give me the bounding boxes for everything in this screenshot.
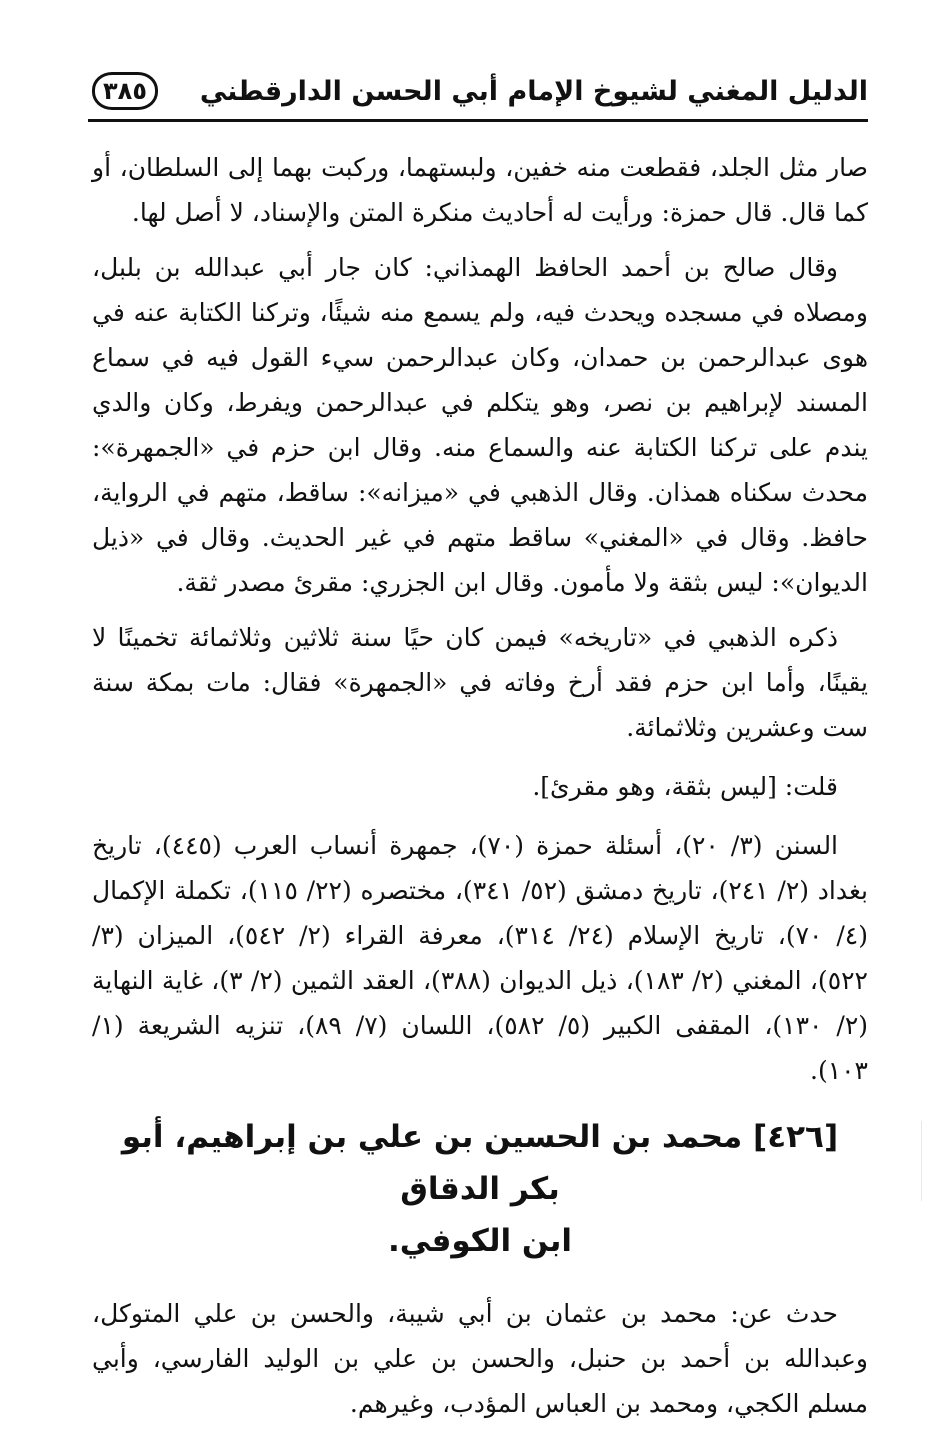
paragraph-narrated-from: حدث عن: محمد بن عثمان بن أبي شيبة، والحسن بن علي المتوكل، وعبدالله بن أحمد بن حنبل، والحسن بن علي بن الوليد الفارسي، وأبي مسلم الكجي، ومحمد بن العباس المؤدب، وغيرهم. <box>92 1299 868 1418</box>
scan-margin-artifact <box>921 1121 922 1201</box>
paragraph-salih-quote: وقال صالح بن أحمد الحافظ الهمذاني: كان جار أبي عبدالله بن بلبل، ومصلاه في مسجده ويحدث فيه، ولم يسمع منه شيئًا، وتركنا الكتابة عنه في هوى عبدالرحمن بن حمدان، وكان عبدالرحمن سيء القول فيه في سماع المسند لإبراهيم بن نصر، وهو يتكلم في عبدالرحمن ويفرط، وكان والدي يندم على تركنا الكتابة عنه والسماع منه. وقال ابن حزم في «الجمهرة»: محدث سكناه همذان. وقال الذهبي في «ميزانه»: ساقط، متهم في الرواية، حافظ. وقال في «المغني» ساقط متهم في غير الحديث. وقال في «ذيل الديوان»: ليس بثقة ولا مأمون. وقال ابن الجزري: مقرئ مصدر ثقة. <box>92 253 868 597</box>
paragraph-verdict: قلت: [ليس بثقة، وهو مقرئ]. <box>532 772 838 801</box>
page-number: ٣٨٥ <box>92 72 158 110</box>
entry-heading-line-2: ابن الكوفي. <box>387 1223 573 1259</box>
page-body <box>92 145 868 1436</box>
header-rule <box>88 119 868 122</box>
entry-heading <box>92 1111 868 1267</box>
paragraph-sources: السنن (٣/ ٢٠)، أسئلة حمزة (٧٠)، جمهرة أنساب العرب (٤٤٥)، تاريخ بغداد (٢/ ٢٤١)، تاريخ دمشق (٥٢/ ٣٤١)، مختصره (٢٢/ ١١٥)، تكملة الإكمال (٤/ ٧٠)، تاريخ الإسلام (٢٤/ ٣١٤)، معرفة القراء (٢/ ٥٤٢)، الميزان (٣/ ٥٢٢)، المغني (٢/ ١٨٣)، ذيل الديوان (٣٨٨)، العقد الثمين (٢/ ٣)، غاية النهاية (٢/ ١٣٠)، المقفى الكبير (٥/ ٥٨٢)، اللسان (٧/ ٨٩)، تنزيه الشريعة (١/ ١٠٣). <box>92 831 869 1085</box>
running-title: الدليل المغني لشيوخ الإمام أبي الحسن الدارقطني <box>199 76 868 107</box>
paragraph-continuation: صار مثل الجلد، فقطعت منه خفين، ولبستهما، وركبت بهما إلى السلطان، أو كما قال. قال حمزة: ورأيت له أحاديث منكرة المتن والإسناد، لا أصل لها. <box>92 153 868 227</box>
entry-heading-line-1: [٤٢٦] محمد بن الحسين بن علي بن إبراهيم، أبو بكر الدقاق <box>121 1119 839 1207</box>
paragraph-death-date: ذكره الذهبي في «تاريخه» فيمن كان حيًا سنة ثلاثين وثلاثمائة تخمينًا لا يقينًا، وأما ابن حزم فقد أرخ وفاته في «الجمهرة» فقال: مات بمكة سنة ست وعشرين وثلاثمائة. <box>92 623 868 742</box>
page-header <box>88 66 868 122</box>
